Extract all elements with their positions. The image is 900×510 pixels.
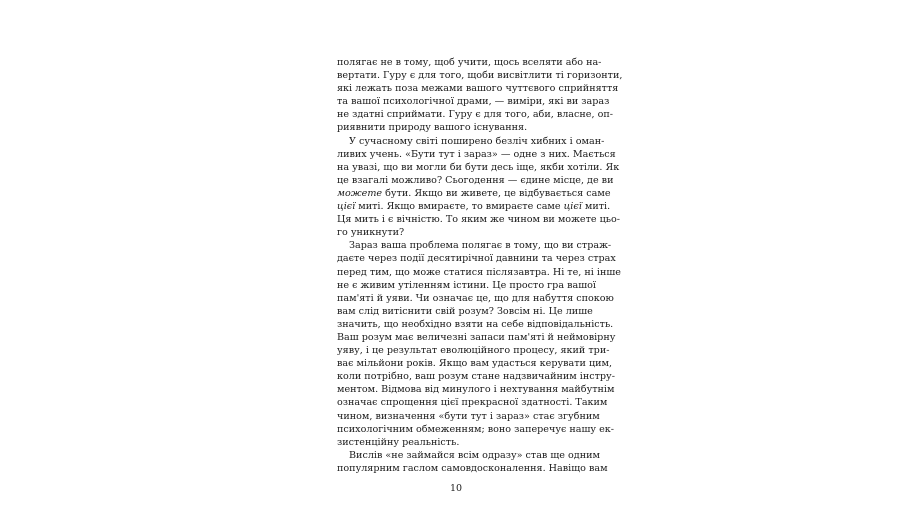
book-page (337, 56, 623, 475)
text-line: цієї миті. Якщо вмираєте, то вмираєте саме цієї миті. (337, 201, 611, 213)
text-line: коли потрібно, ваш розум стане надзвичайним інстру- (337, 371, 615, 383)
paragraph-2 (337, 135, 621, 240)
page-number: 10 (449, 483, 463, 494)
text-line: пам'яті й уяви. Чи означає це, що для набуття спокою (337, 292, 614, 304)
text-line: перед тим, що може статися післязавтра. Ні те, ні інше (337, 266, 621, 278)
text-line: означає спрощення цієї прекрасної здатності. Таким (337, 397, 608, 409)
paragraph-3 (337, 239, 621, 449)
text-line: це взагалі можливо? Сьогодення — єдине місце, де ви (337, 174, 614, 186)
text-line: Ця мить і є вічністю. То яким же чином ви можете цьо- (337, 214, 621, 226)
text-line: даєте через події десятирічної давнини та через страх (337, 253, 616, 265)
text-line: Вислів «не займайся всім одразу» став ще одним (349, 449, 600, 461)
text-line: на увазі, що ви могли би бути десь іще, якби хотіли. Як (337, 161, 620, 173)
text-line: ливих учень. «Бути тут і зараз» — одне з них. Мається (337, 148, 616, 160)
paragraph-4 (337, 449, 608, 475)
text-line: полягає не в тому, щоб учити, щось вселяти або на- (337, 57, 602, 68)
text-line: ває мільйони років. Якщо вам удасться керувати цим, (337, 358, 613, 370)
text-line: не є живим утіленням істини. Це просто гра вашої (337, 279, 596, 291)
text-line: не здатні сприймати. Гуру є для того, аби, власне, оп- (337, 109, 613, 121)
text-line: чином, визначення «бути тут і зараз» стає згубним (337, 410, 600, 422)
text-line: го уникнути? (337, 227, 405, 239)
text-line: риявнити природу вашого існування. (337, 122, 528, 134)
text-line: вам слід витіснити свій розум? Зовсім ні. Це лише (337, 305, 593, 317)
text-line: значить, що необхідно взяти на себе відповідальність. (337, 318, 614, 330)
text-line: вертати. Гуру є для того, щоби висвітлити ті горизонти, (337, 70, 623, 82)
text-line: популярним гаслом самовдосконалення. Навіщо вам (337, 462, 608, 474)
text-line: уяву, і це результат еволюційного процесу, який три- (337, 345, 610, 357)
text-line: та вашої психологічної драми, — виміри, які ви зараз (337, 96, 610, 108)
text-line: які лежать поза межами вашого чуттєвого сприйняття (337, 83, 619, 95)
text-line: можете бути. Якщо ви живете, це відбувається саме (337, 187, 611, 199)
text-line: психологічним обмеженням; воно заперечує нашу ек- (337, 423, 615, 435)
text-line: Зараз ваша проблема полягає в тому, що ви страж- (349, 240, 612, 252)
text-line: У сучасному світі поширено безліч хибних і оман- (349, 135, 605, 147)
paragraph-1 (337, 56, 623, 135)
text-line: Ваш розум має величезні запаси пам'яті й неймовірну (337, 331, 616, 343)
text-line: зистенційну реальність. (337, 436, 460, 448)
text-line: ментом. Відмова від минулого і нехтування майбутнім (337, 384, 615, 396)
